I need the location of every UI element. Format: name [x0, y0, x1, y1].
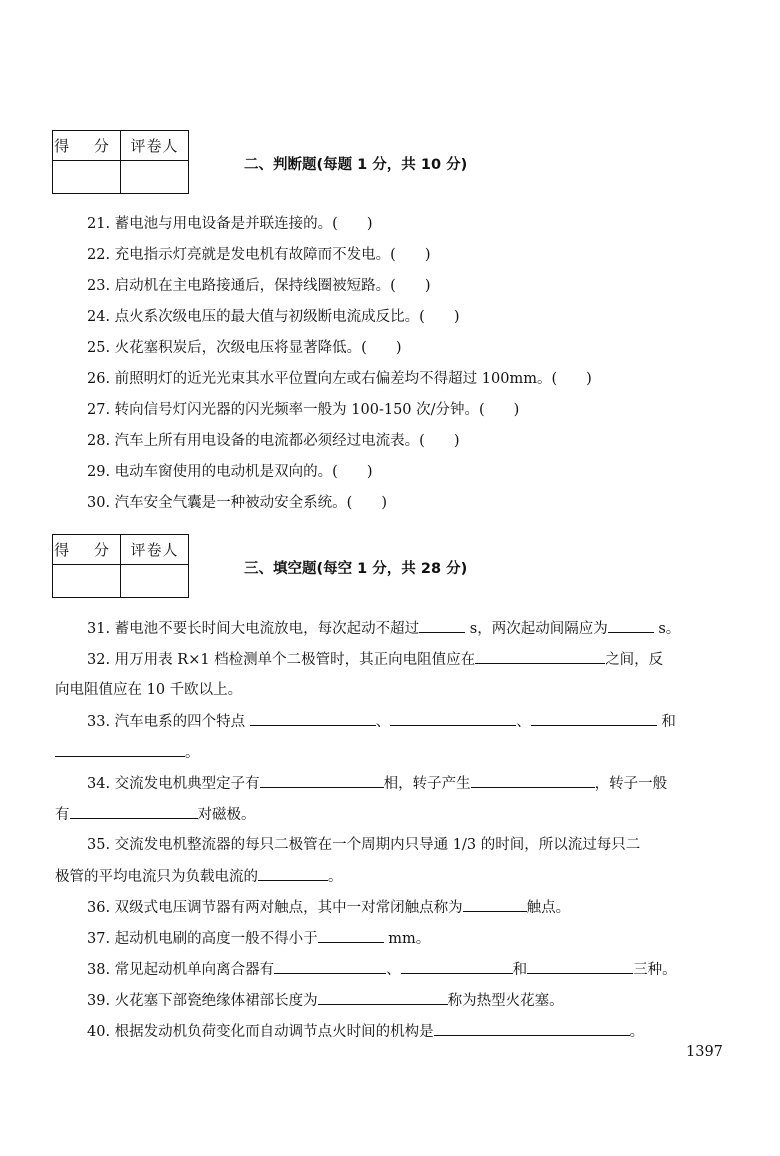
score-header: 得 分: [53, 131, 121, 161]
question-29: 29. 电动车窗使用的电动机是双向的。( ): [87, 464, 373, 480]
question-33-continued: [55, 742, 200, 763]
answer-blank: [608, 618, 654, 633]
answer-blank: [475, 649, 605, 664]
question-text: 39. 火花塞下部瓷绝缘体裙部长度为: [87, 993, 318, 1009]
question-text: 33. 汽车电系的四个特点: [87, 714, 246, 730]
question-34: [87, 773, 667, 794]
question-40: [87, 1021, 644, 1042]
answer-blank: [390, 711, 516, 726]
question-text: 三种。: [633, 962, 677, 978]
question-38: [87, 959, 677, 980]
question-26: 26. 前照明灯的近光光束其水平位置向左或右偏差均不得超过 100mm。( ): [87, 371, 592, 387]
section2-title: 二、判断题(每题 1 分，共 10 分): [244, 157, 468, 173]
grader-header: 评卷人: [121, 131, 189, 161]
score-box-section2: [52, 130, 189, 194]
answer-blank: [471, 773, 595, 788]
question-text: 。: [185, 745, 200, 761]
question-33: [87, 711, 676, 732]
question-25: 25. 火花塞积炭后，次级电压将显著降低。( ): [87, 340, 402, 356]
score-box-section3: [52, 534, 189, 598]
question-text: 31. 蓄电池不要长时间大电流放电，每次起动不超过: [87, 621, 420, 637]
separator: 、: [375, 714, 391, 730]
grader-cell: [121, 161, 189, 194]
answer-blank: [463, 897, 527, 912]
question-text: 34. 交流发电机典型定子有: [87, 776, 260, 792]
separator: 、: [386, 962, 401, 978]
answer-blank: [434, 1021, 630, 1036]
question-text: 对磁极。: [197, 807, 256, 823]
grader-cell: [121, 565, 189, 598]
question-31: [87, 618, 680, 639]
question-text: 36. 双级式电压调节器有两对触点，其中一对常闭触点称为: [87, 900, 463, 916]
question-32: [87, 649, 663, 670]
question-30: 30. 汽车安全气囊是一种被动安全系统。( ): [87, 495, 387, 511]
question-text: 。: [328, 869, 343, 885]
answer-blank: [258, 866, 328, 881]
grader-header: 评卷人: [121, 535, 189, 565]
question-36: [87, 897, 570, 918]
question-39: [87, 990, 564, 1011]
answer-blank: [531, 711, 657, 726]
question-text: 有: [55, 807, 70, 823]
question-text: 触点。: [526, 900, 571, 916]
question-27: 27. 转向信号灯闪光器的闪光频率一般为 100-150 次/分钟。( ): [87, 402, 520, 418]
question-text: 和: [512, 962, 528, 978]
question-21: 21. 蓄电池与用电设备是并联连接的。( ): [87, 216, 373, 232]
question-35: 35. 交流发电机整流器的每只二极管在一个周期内只导通 1/3 的时间，所以流过每只二: [87, 837, 641, 853]
question-text: 37. 起动机电刷的高度一般不得小于: [87, 931, 318, 947]
question-text: 相，转子产生: [383, 776, 471, 792]
answer-blank: [419, 618, 465, 633]
answer-blank: [318, 990, 448, 1005]
question-text: ，转子一般: [594, 776, 668, 792]
question-28: 28. 汽车上所有用电设备的电流都必须经过电流表。( ): [87, 433, 460, 449]
answer-blank: [70, 804, 198, 819]
question-text: 。: [629, 1024, 645, 1040]
answer-blank: [318, 928, 384, 943]
question-text: 32. 用万用表 R×1 档检测单个二极管时，其正向电阻值应在: [87, 652, 476, 668]
separator: 、: [516, 714, 531, 730]
question-24: 24. 点火系次级电压的最大值与初级断电流成反比。( ): [87, 309, 460, 325]
question-text: s。: [658, 621, 681, 637]
question-text: 之间，反: [605, 652, 664, 668]
question-22: 22. 充电指示灯亮就是发电机有故障而不发电。( ): [87, 247, 431, 263]
answer-blank: [250, 711, 376, 726]
question-35-continued: [55, 866, 343, 887]
question-32-continued: 向电阻值应在 10 千欧以上。: [55, 682, 243, 698]
question-34-continued: [55, 804, 256, 825]
answer-blank: [55, 742, 185, 757]
question-text: 38. 常见起动机单向离合器有: [87, 962, 275, 978]
question-37: [87, 928, 430, 949]
question-23: 23. 启动机在主电路接通后，保持线圈被短路。( ): [87, 278, 431, 294]
score-header: 得 分: [53, 535, 121, 565]
page-number: 1397: [686, 1044, 723, 1060]
answer-blank: [260, 773, 384, 788]
question-text: 和: [661, 714, 676, 730]
question-text: 极管的平均电流只为负载电流的: [55, 869, 258, 885]
answer-blank: [401, 959, 513, 974]
score-cell: [53, 161, 121, 194]
answer-blank: [274, 959, 386, 974]
score-cell: [53, 565, 121, 598]
answer-blank: [527, 959, 633, 974]
question-text: s，两次起动间隔应为: [469, 621, 608, 637]
question-text: 称为热型火花塞。: [447, 993, 564, 1009]
section3-title: 三、填空题(每空 1 分，共 28 分): [244, 561, 468, 577]
question-text: 40. 根据发动机负荷变化而自动调节点火时间的机构是: [87, 1024, 434, 1040]
question-text: mm。: [388, 931, 431, 947]
